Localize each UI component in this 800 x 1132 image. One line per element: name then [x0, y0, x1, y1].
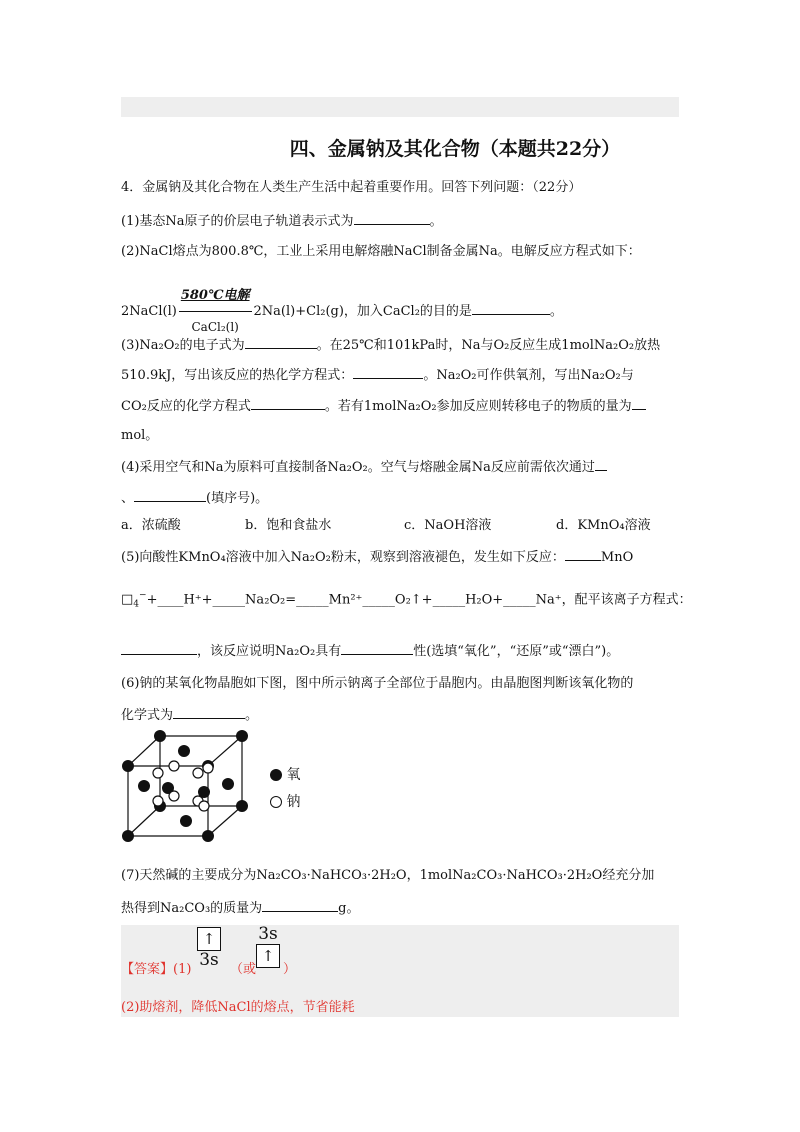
question-1: (1)基态Na原子的价层电子轨道表示式为 。 [121, 210, 443, 232]
question-7-line1: (7)天然碱的主要成分为Na₂CO₃·NaHCO₃·2H₂O，1molNa₂CO₃·NaHCO₃·2H₂O经充分加 [121, 868, 655, 883]
question-5-line3: ，该反应说明Na₂O₂具有 性(选填“氧化”，“还原”或“漂白”)。 [121, 640, 619, 662]
answer-blank[interactable] [341, 640, 413, 655]
answer-orbital-1: ↑ 3s [196, 927, 222, 969]
answer-orbital-2: 3s ↑ [255, 924, 281, 968]
question-4-option-d: d．KMnO₄溶液 [556, 518, 651, 533]
answer-or-close: ） [283, 962, 297, 977]
answer-blank[interactable] [134, 487, 206, 502]
answer-blank[interactable] [245, 334, 317, 349]
header-band [121, 97, 679, 117]
question-4-option-b: b．饱和食盐水 [245, 518, 332, 533]
question-2-text: (2)NaCl熔点为800.8℃，工业上采用电解熔融NaCl制备金属Na。电解反应方程式如下： [121, 244, 641, 259]
question-6-line1: (6)钠的某氧化物晶胞如下图，图中所示钠离子全部位于晶胞内。由晶胞图判断该氧化物的 [121, 676, 634, 691]
answer-blank[interactable] [595, 456, 607, 471]
answer-blank[interactable] [251, 395, 325, 410]
answer-blank[interactable] [173, 704, 245, 719]
question-5-line1: (5)向酸性KMnO₄溶液中加入Na₂O₂粉末，观察到溶液褪色，发生如下反应： MnO [121, 546, 633, 568]
up-arrow-icon: ↑ [197, 927, 221, 951]
question-7-line2: 热得到Na₂CO₃的质量为 g。 [121, 897, 359, 919]
answer-blank[interactable] [354, 210, 430, 225]
answer-blank[interactable] [472, 300, 550, 315]
answer-2: (2)助熔剂，降低NaCl的熔点，节省能耗 [121, 1000, 355, 1015]
ion-box-icon: $□_4^-$ [121, 591, 147, 610]
question-3-line1: (3)Na₂O₂的电子式为 。在25℃和101kPa时，Na与O₂反应生成1molNa₂O₂放热 [121, 334, 660, 356]
answer-label: 【答案】(1) [121, 962, 192, 977]
question-3-line4: mol。 [121, 428, 159, 443]
question-6-line2: 化学式为 。 [121, 704, 258, 726]
reaction-condition: $\frac{\text{580℃电解}}{\text{CaCl₂(l)}}$ [179, 281, 252, 342]
question-4-line1: (4)采用空气和Na为原料可直接制备Na₂O₂。空气与熔融金属Na反应前需依次通过 [121, 456, 607, 478]
answer-blank[interactable] [121, 640, 197, 655]
crystal-cell-diagram [120, 728, 260, 843]
question-2-equation: 2NaCl(l) $\frac{\text{580℃电解}}{\text{CaCl₂(l)}}$ 2Na(l)+Cl₂(g)，加入CaCl₂的目的是 。 [121, 281, 563, 342]
question-5-line2: $□_4^-+\_\_\_\_H^++\_\_\_\_\_Na_2O_2=\_\_\_\_\_Mn^{2+}\_\_\_\_\_O_2↑+\_\_\_\_\_H_2O+\_\_\_\_\_Na^+$，配平该离子方程式： [121, 591, 692, 610]
answer-blank[interactable] [632, 395, 646, 410]
answer-or-open: （或 [230, 962, 257, 977]
up-arrow-icon: ↑ [256, 944, 280, 968]
question-intro: 4．金属钠及其化合物在人类生产生活中起着重要作用。回答下列问题：（22分） [121, 180, 582, 195]
answer-blank[interactable] [353, 364, 423, 379]
legend-oxygen: 氧 [270, 764, 300, 784]
question-4-line2: 、 (填序号)。 [121, 487, 268, 509]
section-title: 四、金属钠及其化合物（本题共22分） [289, 138, 621, 160]
answer-blank[interactable] [262, 897, 338, 912]
question-3-line3: CO₂反应的化学方程式 。若有1molNa₂O₂参加反应则转移电子的物质的量为 [121, 395, 646, 417]
open-circle-icon [270, 796, 282, 808]
question-3-line2: 510.9kJ，写出该反应的热化学方程式： 。Na₂O₂可作供氧剂，写出Na₂O₂与 [121, 364, 634, 386]
question-4-option-c: c．NaOH溶液 [404, 518, 492, 533]
legend-sodium: 钠 [270, 791, 300, 811]
filled-circle-icon [270, 769, 282, 781]
answer-blank[interactable] [565, 546, 601, 561]
question-4-option-a: a．浓硫酸 [121, 518, 181, 533]
